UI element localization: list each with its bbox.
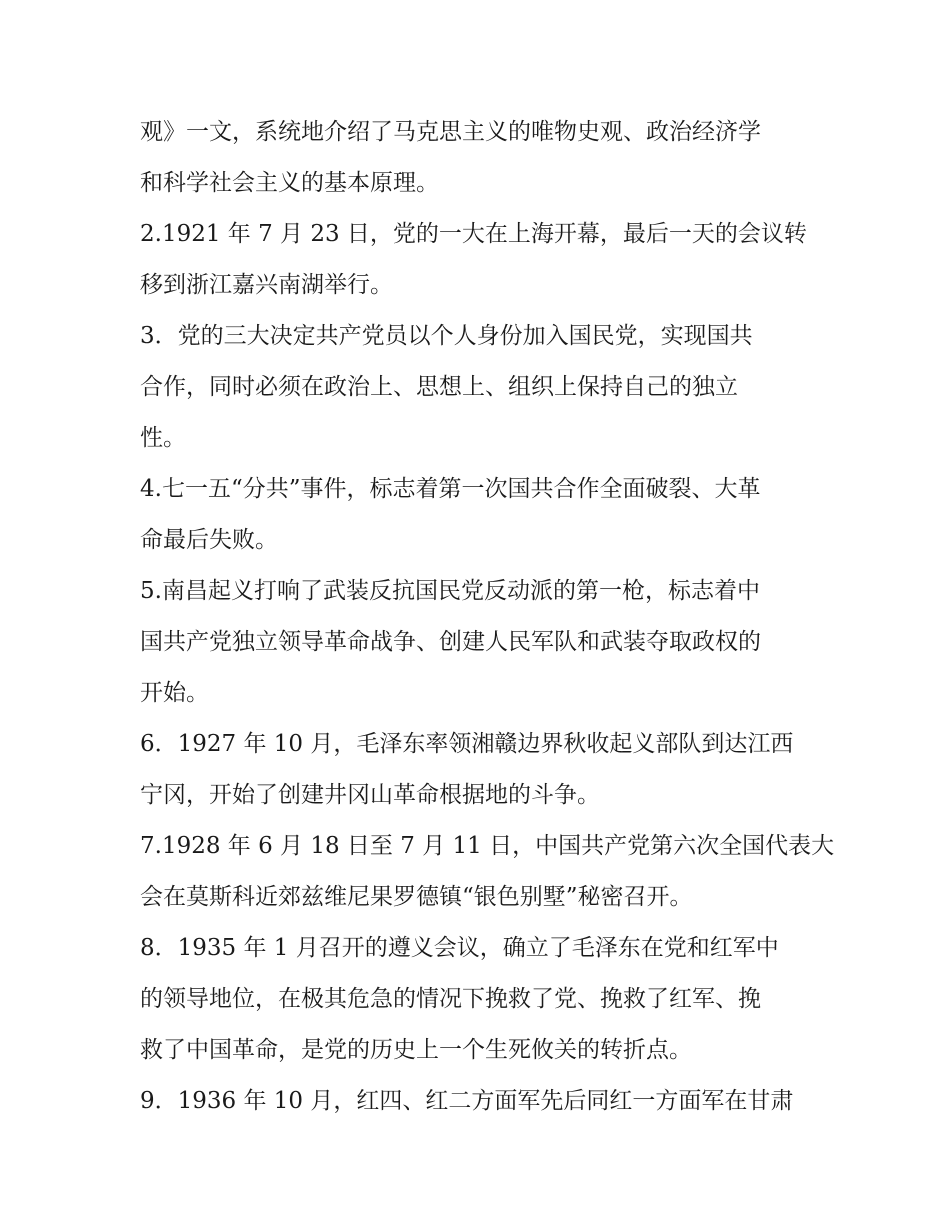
text-line: 6．1927 年 10 月，毛泽东率领湘赣边界秋收起义部队到达江西 (140, 731, 794, 757)
text-line: 3．党的三大决定共产党员以个人身份加入国民党，实现国共 (140, 323, 753, 349)
text-line: 开始。 (140, 680, 209, 706)
text-line: 性。 (140, 425, 186, 451)
document-body (140, 107, 835, 1127)
text-line: 命最后失败。 (140, 527, 278, 553)
text-line: 救了中国革命，是党的历史上一个生死攸关的转折点。 (140, 1037, 692, 1063)
text-line: 宁冈，开始了创建井冈山革命根据地的斗争。 (140, 782, 600, 808)
text-line: 5.南昌起义打响了武装反抗国民党反动派的第一枪，标志着中 (140, 578, 760, 604)
text-line: 移到浙江嘉兴南湖举行。 (140, 272, 393, 298)
text-line: 2.1921 年 7 月 23 日，党的一大在上海开幕，最后一天的会议转 (140, 221, 807, 247)
text-line: 合作，同时必须在政治上、思想上、组织上保持自己的独立 (140, 374, 738, 400)
text-line: 8．1935 年 1 月召开的遵义会议，确立了毛泽东在党和红军中 (140, 935, 779, 961)
text-line: 国共产党独立领导革命战争、创建人民军队和武装夺取政权的 (140, 629, 761, 655)
text-line: 观》一文，系统地介绍了马克思主义的唯物史观、政治经济学 (140, 119, 761, 145)
text-line: 4.七一五“分共”事件，标志着第一次国共合作全面破裂、大革 (140, 476, 761, 502)
text-line: 7.1928 年 6 月 18 日至 7 月 11 日，中国共产党第六次全国代表大 (140, 833, 835, 859)
text-line: 9．1936 年 10 月，红四、红二方面军先后同红一方面军在甘肃 (140, 1088, 794, 1114)
text-line: 的领导地位，在极其危急的情况下挽救了党、挽救了红军、挽 (140, 986, 761, 1012)
text-line: 和科学社会主义的基本原理。 (140, 170, 439, 196)
text-line: 会在莫斯科近郊兹维尼果罗德镇“银色别墅”秘密召开。 (140, 884, 693, 910)
